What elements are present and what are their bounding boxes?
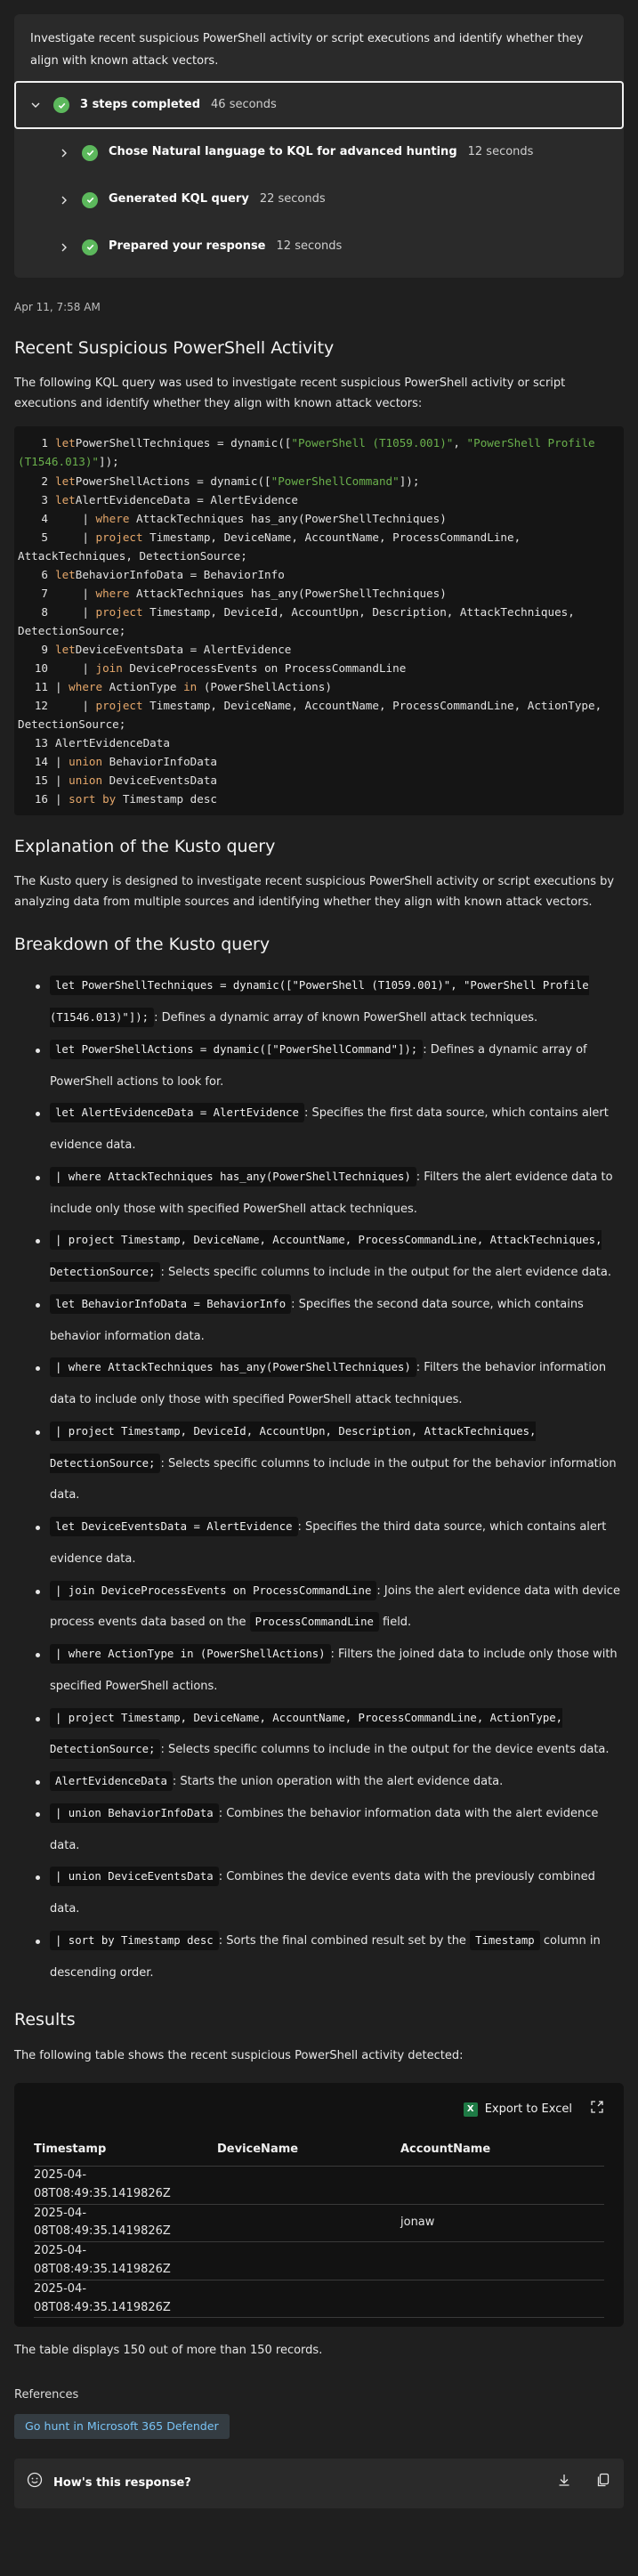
code-keyword: project xyxy=(95,698,143,712)
code-keyword: union xyxy=(69,754,103,768)
list-item xyxy=(36,1576,624,1640)
code-keyword: let xyxy=(55,474,76,488)
query-intro: The following KQL query was used to investigate recent suspicious PowerShell activity or script executions and identify whether they align with known attack vectors: xyxy=(14,376,566,410)
code-text: | xyxy=(55,754,69,768)
export-to-excel-button[interactable] xyxy=(464,2101,572,2119)
inline-code: let PowerShellTechniques = dynamic(["PowerShell (T1059.001)", "PowerShell Profile (T1546.013)"]); xyxy=(50,976,589,1027)
inline-code: | where ActionType in (PowerShellActions) xyxy=(50,1644,331,1664)
results-table xyxy=(34,2135,604,2319)
code-text: Timestamp, DeviceName, AccountName, ProcessCommandLine, AttackTechniques, DetectionSource; xyxy=(18,530,528,563)
code-text: DeviceEventsData = AlertEvidence xyxy=(75,642,292,656)
breakdown-list xyxy=(14,970,624,1989)
response-timestamp: Apr 11, 7:58 AM xyxy=(14,301,101,314)
code-line xyxy=(18,603,611,640)
inline-code: | join DeviceProcessEvents on ProcessCommandLine xyxy=(50,1581,376,1600)
code-line xyxy=(18,490,611,509)
inline-code: ProcessCommandLine xyxy=(250,1612,379,1632)
item-text: : Defines a dynamic array of known PowerShell attack techniques. xyxy=(154,1011,538,1025)
inline-code: let BehaviorInfoData = BehaviorInfo xyxy=(50,1294,291,1314)
item-text: : Sorts the final combined result set by the xyxy=(218,1933,471,1948)
code-line xyxy=(18,752,611,771)
item-text: : Filters the behavior information data to include only those with specified PowerShell attack techniques. xyxy=(50,1361,607,1407)
cell-accountname: jonaw xyxy=(400,2204,604,2242)
item-text: : Combines the device events data with the previously combined data. xyxy=(50,1870,595,1916)
step-time: 12 seconds xyxy=(276,239,343,254)
code-text: | xyxy=(55,698,96,712)
feedback-question: How's this response? xyxy=(53,2475,191,2490)
code-text: DeviceEventsData xyxy=(102,774,217,788)
list-item xyxy=(36,1766,624,1798)
line-number: 6 xyxy=(41,567,48,581)
cell-timestamp: 2025-04-08T08:49:35.1419826Z xyxy=(34,2242,217,2280)
code-text: | xyxy=(55,604,96,619)
inline-code: let AlertEvidenceData = AlertEvidence xyxy=(50,1103,304,1122)
list-item xyxy=(36,1511,624,1576)
code-text: | xyxy=(55,530,96,544)
code-text: | xyxy=(55,660,96,675)
line-number: 10 xyxy=(34,660,48,675)
code-text: AttackTechniques has_any(PowerShellTechniques) xyxy=(129,511,447,525)
code-keyword: where xyxy=(95,511,130,525)
download-icon[interactable] xyxy=(556,2472,572,2495)
code-line xyxy=(18,528,611,565)
inline-code: let PowerShellActions = dynamic(["PowerShellCommand"]); xyxy=(50,1040,423,1059)
table-header-row xyxy=(34,2135,604,2167)
code-text: (PowerShellActions) xyxy=(197,679,332,693)
inline-code: | where AttackTechniques has_any(PowerShellTechniques) xyxy=(50,1167,416,1187)
inline-code: | union DeviceEventsData xyxy=(50,1867,219,1886)
code-line xyxy=(18,584,611,603)
item-text: : Specifies the third data source, which contains alert evidence data. xyxy=(50,1520,607,1566)
results-table-card xyxy=(14,2083,624,2328)
user-prompt: Investigate recent suspicious PowerShell activity or script executions and identify whether they align with known attack vectors. xyxy=(14,14,624,81)
line-number: 5 xyxy=(41,530,48,544)
inline-code: let DeviceEventsData = AlertEvidence xyxy=(50,1517,298,1536)
item-text: column in descending order. xyxy=(50,1933,601,1980)
steps-summary-time: 46 seconds xyxy=(211,97,277,111)
code-text: AttackTechniques has_any(PowerShellTechniques) xyxy=(129,586,447,600)
chevron-right-icon[interactable] xyxy=(57,193,71,207)
chevron-down-icon[interactable] xyxy=(28,98,43,112)
line-number: 14 xyxy=(34,754,48,768)
code-text: Timestamp, DeviceId, AccountUpn, Description, AttackTechniques, DetectionSource; xyxy=(18,604,582,637)
code-string: "PowerShell (T1059.001)" xyxy=(291,436,454,450)
inline-code: | project Timestamp, DeviceId, AccountUpn, Description, AttackTechniques, DetectionSource; xyxy=(50,1422,536,1473)
code-text: PowerShellTechniques = dynamic([ xyxy=(75,436,292,450)
cell-devicename xyxy=(217,2204,400,2242)
cell-accountname xyxy=(400,2280,604,2318)
line-number: 12 xyxy=(34,698,48,712)
list-item xyxy=(36,1639,624,1703)
step-label: Generated KQL query xyxy=(109,192,249,207)
step-item[interactable] xyxy=(14,223,624,271)
item-text: : Filters the joined data to include only those with specified PowerShell actions. xyxy=(50,1648,618,1693)
table-row[interactable] xyxy=(34,2204,604,2242)
code-keyword: join xyxy=(95,660,123,675)
item-text: : Joins the alert evidence data with device process events data based on the xyxy=(50,1584,620,1630)
inline-code: Timestamp xyxy=(470,1931,540,1950)
steps-panel xyxy=(14,81,624,278)
breakdown-title: Breakdown of the Kusto query xyxy=(14,934,271,954)
inline-code: | project Timestamp, DeviceName, AccountName, ProcessCommandLine, AttackTechniques, DetectionSource; xyxy=(50,1230,602,1282)
inline-code: | project Timestamp, DeviceName, AccountName, ProcessCommandLine, ActionType, DetectionSource; xyxy=(50,1708,562,1760)
code-text: Timestamp, DeviceName, AccountName, ProcessCommandLine, ActionType, DetectionSource; xyxy=(18,698,609,731)
item-text: : Specifies the first data source, which contains alert evidence data. xyxy=(50,1106,609,1153)
line-number: 7 xyxy=(41,586,48,600)
list-item xyxy=(36,1034,624,1098)
code-text: DeviceProcessEvents on ProcessCommandLine xyxy=(122,660,407,675)
cell-devicename xyxy=(217,2280,400,2318)
step-item[interactable] xyxy=(14,176,624,223)
inline-code: | where AttackTechniques has_any(PowerShellTechniques) xyxy=(50,1357,416,1377)
code-string: "PowerShellCommand" xyxy=(271,474,400,488)
item-text: : Selects specific columns to include in the output for the alert evidence data. xyxy=(160,1266,611,1280)
column-header[interactable]: AccountName xyxy=(400,2135,604,2167)
smile-icon[interactable] xyxy=(27,2472,43,2495)
results-footer: The table displays 150 out of more than 150 records. xyxy=(14,2344,323,2358)
code-line xyxy=(18,733,611,752)
code-line xyxy=(18,790,611,808)
code-line xyxy=(18,472,611,490)
cell-accountname xyxy=(400,2167,604,2205)
steps-summary-label: 3 steps completed xyxy=(80,97,201,111)
references-label: References xyxy=(14,2388,79,2402)
explanation-title: Explanation of the Kusto query xyxy=(14,837,276,857)
code-text: BehaviorInfoData = BehaviorInfo xyxy=(75,567,285,581)
cell-timestamp: 2025-04-08T08:49:35.1419826Z xyxy=(34,2167,217,2205)
item-text: : Defines a dynamic array of PowerShell actions to look for. xyxy=(50,1042,587,1089)
list-item xyxy=(36,1416,624,1511)
list-item xyxy=(36,1861,624,1925)
list-item xyxy=(36,1925,624,1989)
kql-code-block[interactable] xyxy=(14,426,624,815)
step-item[interactable] xyxy=(14,129,624,176)
line-number: 1 xyxy=(41,436,48,450)
code-line xyxy=(18,565,611,584)
response-title: Recent Suspicious PowerShell Activity xyxy=(14,337,335,358)
inline-code: | sort by Timestamp desc xyxy=(50,1931,219,1950)
step-label: Chose Natural language to KQL for advanced hunting xyxy=(109,145,457,159)
code-text: ActionType xyxy=(102,679,184,693)
code-text: | xyxy=(55,774,69,788)
item-text: : Combines the behavior information data with the alert evidence data. xyxy=(50,1806,599,1852)
feedback-bar xyxy=(14,2459,624,2508)
code-text: PowerShellActions = dynamic([ xyxy=(75,474,271,488)
line-number: 2 xyxy=(41,474,48,488)
check-circle-icon xyxy=(82,145,98,161)
column-header[interactable]: Timestamp xyxy=(34,2135,217,2167)
explanation-text: The Kusto query is designed to investigate recent suspicious PowerShell activity or script executions by analyzing data from multiple sources and identifying whether they align with known attack vectors. xyxy=(14,875,615,910)
line-number: 13 xyxy=(34,735,48,749)
line-number: 16 xyxy=(34,792,48,806)
line-number: 3 xyxy=(41,492,48,506)
code-keyword: let xyxy=(55,436,76,450)
code-line xyxy=(18,659,611,677)
line-number: 15 xyxy=(34,774,48,788)
code-line xyxy=(18,677,611,696)
expand-icon[interactable] xyxy=(590,2100,604,2121)
cell-timestamp: 2025-04-08T08:49:35.1419826Z xyxy=(34,2204,217,2242)
code-line xyxy=(18,509,611,528)
results-title: Results xyxy=(14,2010,76,2030)
step-time: 22 seconds xyxy=(259,192,326,207)
copy-icon[interactable] xyxy=(595,2472,611,2495)
line-number: 9 xyxy=(41,642,48,656)
code-text: Timestamp desc xyxy=(116,792,217,806)
code-line xyxy=(18,771,611,790)
code-text: , xyxy=(453,436,467,450)
list-item xyxy=(36,1162,624,1226)
table-row[interactable] xyxy=(34,2167,604,2205)
code-keyword: let xyxy=(55,642,76,656)
chevron-right-icon[interactable] xyxy=(57,240,71,255)
excel-icon: X xyxy=(464,2102,478,2117)
line-number: 4 xyxy=(41,511,48,525)
item-text: : Selects specific columns to include in the output for the behavior information data. xyxy=(50,1456,617,1503)
code-keyword: in xyxy=(183,679,198,693)
item-text: : Starts the union operation with the alert evidence data. xyxy=(172,1775,504,1789)
code-text: AlertEvidenceData xyxy=(55,735,170,749)
list-item xyxy=(36,970,624,1034)
table-toolbar xyxy=(34,2095,604,2126)
table-row[interactable] xyxy=(34,2280,604,2318)
code-text: | xyxy=(55,679,69,693)
code-line xyxy=(18,696,611,733)
check-circle-icon xyxy=(82,192,98,208)
code-keyword: let xyxy=(55,567,76,581)
code-keyword: where xyxy=(95,586,130,600)
cell-accountname xyxy=(400,2242,604,2280)
code-keyword: sort by xyxy=(69,792,117,806)
code-string: "PowerShell Profile (T1546.013)" xyxy=(18,436,602,469)
code-keyword: union xyxy=(69,774,103,788)
code-text: | xyxy=(55,586,96,600)
step-time: 12 seconds xyxy=(467,145,534,159)
item-text: : Selects specific columns to include in the output for the device events data. xyxy=(160,1743,610,1757)
reference-link[interactable]: Go hunt in Microsoft 365 Defender xyxy=(14,2414,230,2439)
step-label: Prepared your response xyxy=(109,239,266,254)
check-circle-icon xyxy=(53,97,69,113)
export-label: Export to Excel xyxy=(484,2102,572,2117)
code-text: ]); xyxy=(99,455,119,469)
results-intro: The following table shows the recent suspicious PowerShell activity detected: xyxy=(14,2048,464,2062)
line-number: 8 xyxy=(41,604,48,619)
inline-code: AlertEvidenceData xyxy=(50,1771,173,1791)
cell-devicename xyxy=(217,2167,400,2205)
cell-timestamp: 2025-04-08T08:49:35.1419826Z xyxy=(34,2280,217,2318)
table-row[interactable] xyxy=(34,2242,604,2280)
list-item xyxy=(36,1798,624,1862)
cell-devicename xyxy=(217,2242,400,2280)
list-item xyxy=(36,1352,624,1416)
code-text: | xyxy=(55,792,69,806)
code-text: AlertEvidenceData = AlertEvidence xyxy=(75,492,298,506)
code-line xyxy=(18,640,611,659)
item-text: : Filters the alert evidence data to include only those with specified PowerShell attack techniques. xyxy=(50,1170,613,1216)
list-item xyxy=(36,1289,624,1353)
chevron-right-icon[interactable] xyxy=(57,146,71,160)
list-item xyxy=(36,1098,624,1162)
code-line xyxy=(18,433,611,471)
steps-summary-toggle[interactable] xyxy=(14,81,624,129)
code-keyword: project xyxy=(95,604,143,619)
code-keyword: project xyxy=(95,530,143,544)
code-keyword: let xyxy=(55,492,76,506)
column-header[interactable]: DeviceName xyxy=(217,2135,400,2167)
item-text: : Specifies the second data source, which contains behavior information data. xyxy=(50,1297,584,1343)
code-text: BehaviorInfoData xyxy=(102,754,217,768)
list-item xyxy=(36,1703,624,1767)
item-text: field. xyxy=(378,1616,412,1630)
list-item xyxy=(36,1225,624,1289)
code-text: | xyxy=(55,511,96,525)
check-circle-icon xyxy=(82,239,98,255)
code-keyword: where xyxy=(69,679,103,693)
line-number: 11 xyxy=(34,679,48,693)
inline-code: | union BehaviorInfoData xyxy=(50,1803,219,1823)
code-text: ]); xyxy=(399,474,420,488)
